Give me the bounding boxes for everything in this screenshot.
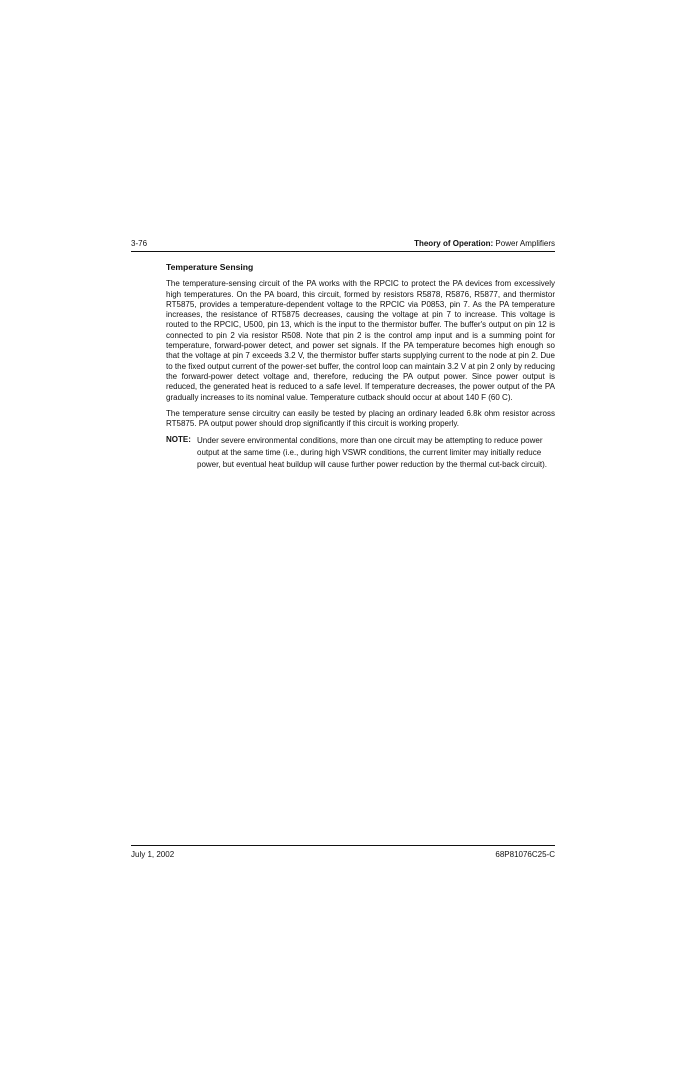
running-title xyxy=(414,239,555,249)
note-block xyxy=(166,435,555,470)
paragraph-1: The temperature-sensing circuit of the PA works with the RPCIC to protect the PA devices from excessively high temperatures. On the PA board, this circuit, formed by resistors R5878, R5876, R5877, and thermistor RT5875, provides a temperature-dependent voltage to the RPCIC via P0853, pin 7. As the PA temperature increases, the resistance of RT5875 decreases, causing the voltage at pin 7 to increase. This voltage is routed to the RPCIC, U500, pin 13, which is the input to the thermistor buffer. The buffer's output on pin 12 is connected to pin 2 via resistor R508. Note that pin 2 is the control amp input and is a summing point for temperature, forward-power detect, and power set signals. If the PA temperature becomes high enough so that the voltage at pin 7 exceeds 3.2 V, the thermistor buffer starts supplying current to the node at pin 2. Due to the fixed output current of the power-set buffer, the control loop can maintain 3.2 V at pin 2 only by reducing the forward-power detect voltage and, therefore, reducing the PA output power. Since power output is reduced, the generated heat is reduced to a safe level. If temperature decreases, the power output of the PA gradually increases to its nominal value. Temperature cutback should occur at about 140 F (60 C). xyxy=(166,279,555,402)
note-text: Under severe environmental conditions, more than one circuit may be attempting to reduce power output at the same time (i.e., during high VSWR conditions, the current limiter may initially reduce power, but eventual heat buildup will cause further power reduction by the thermal cut-back circuit). xyxy=(197,436,547,469)
note-label: NOTE: xyxy=(166,435,191,445)
footer-date: July 1, 2002 xyxy=(131,850,175,859)
running-title-section: Power Amplifiers xyxy=(493,239,555,248)
section-title: Temperature Sensing xyxy=(166,262,254,272)
header-rule xyxy=(131,251,555,252)
running-title-chapter: Theory of Operation: xyxy=(414,239,494,248)
footer-rule xyxy=(131,845,555,846)
page-header xyxy=(131,238,555,250)
section-body xyxy=(166,260,555,470)
paragraph-2: The temperature sense circuitry can easily be tested by placing an ordinary leaded 6.8k ohm resistor across RT5875. PA output power should drop significantly if this circuit is working properly. xyxy=(166,408,555,429)
page-number: 3-76 xyxy=(131,239,148,248)
footer-doc-number: 68P81076C25-C xyxy=(495,850,555,859)
